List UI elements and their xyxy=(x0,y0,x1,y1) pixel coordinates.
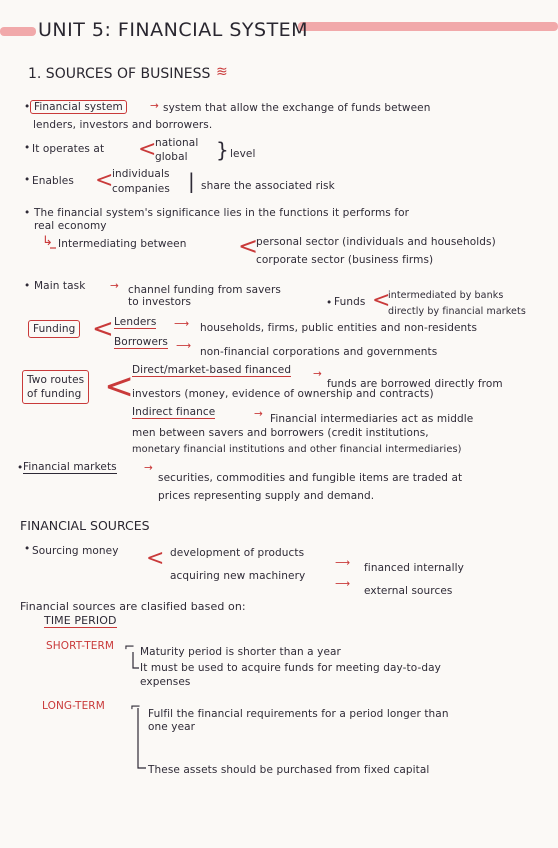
brace-left-icon: < xyxy=(104,366,135,407)
bullet-dot: • xyxy=(24,207,31,219)
short-term-line2: It must be used to acquire funds for meeting day-to-day xyxy=(140,662,441,674)
arrow-icon: → xyxy=(254,408,263,420)
direct-finance-label: Direct/market-based financed xyxy=(132,364,292,376)
bracket-icon: ⌐ xyxy=(130,700,141,715)
arrow-icon: ⟶ xyxy=(335,557,351,569)
bullet-dot: • xyxy=(24,101,31,113)
arrow-icon: ⟶ xyxy=(174,318,190,330)
indirect-definition-line3: monetary financial institutions and other financial intermediaries) xyxy=(132,444,462,455)
financial-system-label: Financial system xyxy=(30,100,127,114)
corner-arrow-icon: ↳ xyxy=(42,234,53,249)
arrow-icon: ⟶ xyxy=(335,578,351,590)
short-term-label: SHORT-TERM xyxy=(46,640,115,652)
brace-right-icon: | xyxy=(188,169,195,193)
page-title: UNIT 5: FINANCIAL SYSTEM xyxy=(38,19,309,41)
time-period-heading: TIME PERIOD xyxy=(44,614,117,627)
brace-left-icon: < xyxy=(238,232,259,260)
significance-line1: The financial system's significance lies in the functions it performs for xyxy=(34,207,410,219)
long-term-line2: one year xyxy=(148,721,196,733)
borrowers-label: Borrowers xyxy=(114,336,169,348)
funding-label: Funding xyxy=(28,320,80,338)
bullet-dot: • xyxy=(24,280,31,292)
two-routes-line1: Two routes xyxy=(27,374,85,386)
arrow-icon: → xyxy=(110,280,119,292)
level-text: level xyxy=(230,148,256,160)
fs-definition-line1: system that allow the exchange of funds between xyxy=(163,102,431,114)
brace-left-icon: < xyxy=(95,168,114,193)
bullet-dot: • xyxy=(24,174,31,186)
main-task-label: Main task xyxy=(34,280,86,292)
main-task-line1: channel funding from savers xyxy=(128,284,281,296)
arrow-icon: → xyxy=(313,368,322,380)
short-term-line3: expenses xyxy=(140,676,191,688)
funds-markets-text: directly by financial markets xyxy=(388,306,526,317)
borrowers-definition: non-financial corporations and governments xyxy=(200,346,438,358)
section-heading-sources: 1. SOURCES OF BUSINESS xyxy=(28,66,211,82)
bullet-dot: • xyxy=(24,543,31,555)
companies-text: companies xyxy=(112,183,170,195)
lenders-definition: households, firms, public entities and non-residents xyxy=(200,322,478,334)
long-term-label: LONG-TERM xyxy=(42,700,105,712)
intermediating-label: Intermediating between xyxy=(58,238,187,250)
personal-sector-text: personal sector (individuals and households) xyxy=(256,236,496,248)
bullet-dot: • xyxy=(24,142,31,154)
arrow-icon: → xyxy=(150,100,159,112)
indirect-definition-line2: men between savers and borrowers (credit institutions, xyxy=(132,427,429,439)
bullet-dot: • xyxy=(326,297,333,309)
squiggle-icon: ≋ xyxy=(216,64,228,80)
direct-definition-line2: investors (money, evidence of ownership and contracts) xyxy=(132,388,434,400)
fs-definition-line2: lenders, investors and borrowers. xyxy=(33,119,213,131)
brace-left-icon: < xyxy=(372,288,391,313)
section-heading-financial-sources: FINANCIAL SOURCES xyxy=(20,518,150,533)
indirect-definition-line1: Financial intermediaries act as middle xyxy=(270,413,474,425)
brace-left-icon: < xyxy=(138,137,157,162)
significance-line2: real economy xyxy=(34,220,107,232)
funds-banks-text: intermediated by banks xyxy=(388,290,504,301)
arrow-icon: ⟶ xyxy=(176,340,192,352)
brace-left-icon: < xyxy=(146,546,165,571)
development-products-text: development of products xyxy=(170,547,305,559)
lenders-label: Lenders xyxy=(114,316,157,328)
long-term-line1: Fulfil the financial requirements for a period longer than xyxy=(148,708,449,720)
funds-label: Funds xyxy=(334,296,366,308)
new-machinery-text: acquiring new machinery xyxy=(170,570,306,582)
operates-label: It operates at xyxy=(32,143,105,155)
brace-right-icon: } xyxy=(216,138,229,162)
two-routes-line2: of funding xyxy=(27,388,82,400)
markets-definition-line2: prices representing supply and demand. xyxy=(158,490,375,502)
markets-definition-line1: securities, commodities and fungible items are traded at xyxy=(158,472,463,484)
indirect-finance-label: Indirect finance xyxy=(132,406,216,418)
external-sources-text: external sources xyxy=(364,585,453,597)
bracket-icon: ⌐ xyxy=(124,640,135,655)
short-term-line1: Maturity period is shorter than a year xyxy=(140,646,341,658)
corporate-sector-text: corporate sector (business firms) xyxy=(256,254,434,266)
classified-text: Financial sources are clasified based on: xyxy=(20,600,246,613)
direct-definition-line1: funds are borrowed directly from xyxy=(327,378,503,390)
share-risk-text: share the associated risk xyxy=(201,180,335,192)
national-text: national xyxy=(155,137,199,149)
bullet-dot: • xyxy=(17,462,24,474)
sourcing-money-label: Sourcing money xyxy=(32,545,119,557)
arrow-icon: → xyxy=(144,462,153,474)
enables-label: Enables xyxy=(32,175,74,187)
financed-internally-text: financed internally xyxy=(364,562,464,574)
individuals-text: individuals xyxy=(112,168,170,180)
long-term-line3: These assets should be purchased from fixed capital xyxy=(148,764,430,776)
main-task-line2: to investors xyxy=(128,296,192,308)
financial-markets-label: Financial markets xyxy=(23,461,117,473)
brace-left-icon: < xyxy=(92,314,114,344)
global-text: global xyxy=(155,151,188,163)
